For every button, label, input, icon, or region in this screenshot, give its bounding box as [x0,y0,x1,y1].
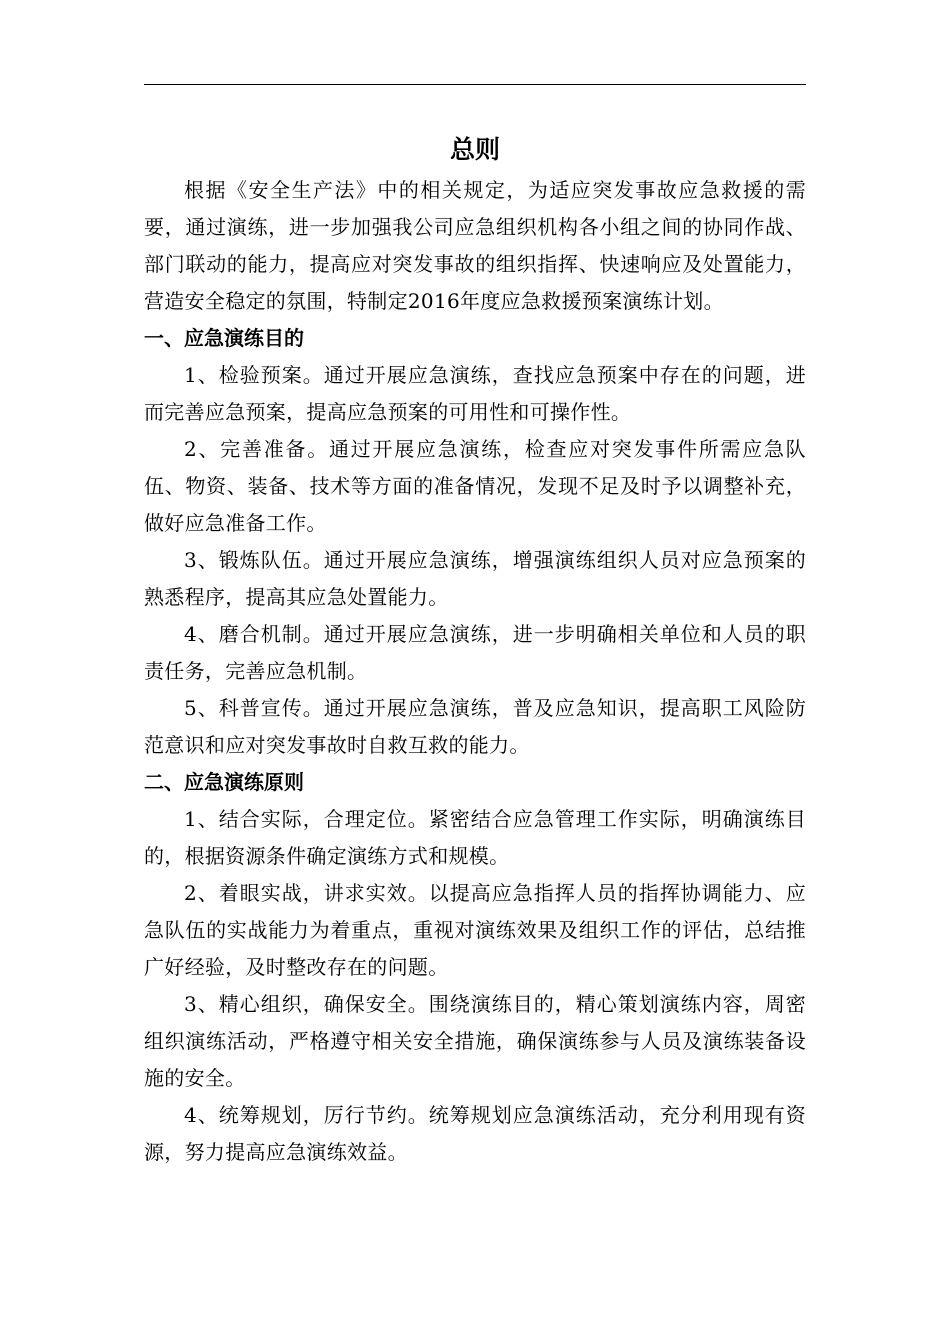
purpose-item-2: 2、完善准备。通过开展应急演练，检查应对突发事件所需应急队伍、物资、装备、技术等方面的准备情况，发现不足及时予以调整补充，做好应急准备工作。 [144,437,806,535]
purpose-item-4: 4、磨合机制。通过开展应急演练，进一步明确相关单位和人员的职责任务，完善应急机制。 [144,622,806,683]
purpose-item-5: 5、科普宣传。通过开展应急演练，普及应急知识，提高职工风险防范意识和应对突发事故时自救互救的能力。 [144,696,806,757]
principle-item-3: 3、精心组织，确保安全。围绕演练目的，精心策划演练内容，周密组织演练活动，严格遵守相关安全措施，确保演练参与人员及演练装备设施的安全。 [144,992,806,1090]
document-body [144,128,806,1171]
purpose-item-3: 3、锻炼队伍。通过开展应急演练，增强演练组织人员对应急预案的熟悉程序，提高其应急处置能力。 [144,548,806,609]
header-rule [144,84,806,85]
purpose-item-1: 1、检验预案。通过开展应急演练，查找应急预案中存在的问题，进而完善应急预案，提高应急预案的可用性和可操作性。 [144,363,806,424]
principle-item-2: 2、着眼实战，讲求实效。以提高应急指挥人员的指挥协调能力、应急队伍的实战能力为着重点，重视对演练效果及组织工作的评估，总结推广好经验，及时整改存在的问题。 [144,881,806,979]
principle-item-4: 4、统筹规划，厉行节约。统筹规划应急演练活动，充分利用现有资源，努力提高应急演练效益。 [144,1103,806,1164]
intro-paragraph: 根据《安全生产法》中的相关规定，为适应突发事故应急救援的需要，通过演练，进一步加强我公司应急组织机构各小组之间的协同作战、部门联动的能力，提高应对突发事故的组织指挥、快速响应及处置能力，营造安全稳定的氛围，特制定2016年度应急救援预案演练计划。 [144,178,806,313]
principle-item-1: 1、结合实际，合理定位。紧密结合应急管理工作实际，明确演练目的，根据资源条件确定演练方式和规模。 [144,807,806,868]
section-heading-principles: 二、应急演练原则 [144,770,304,794]
document-title: 总则 [449,135,500,164]
section-heading-purpose: 一、应急演练目的 [144,326,304,350]
